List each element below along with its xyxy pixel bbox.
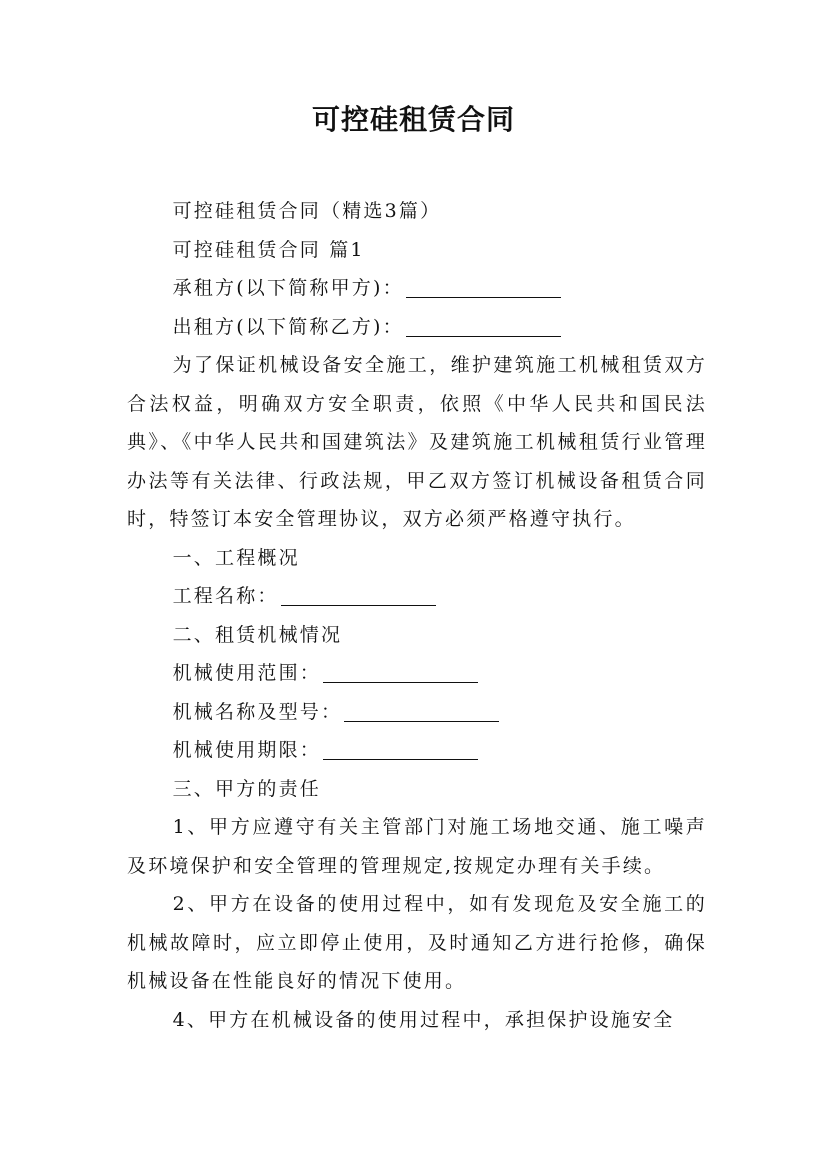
clause-4: 4、甲方在机械设备的使用过程中，承担保护设施安全 bbox=[172, 1008, 675, 1031]
project-name-blank bbox=[281, 585, 436, 606]
clause-2: 2、甲方在设备的使用过程中，如有发现危及安全施工的机械故障时，应立即停止使用，及时通知乙方进行抢修，确保机械设备在性能良好的情况下使用。 bbox=[127, 893, 707, 992]
document-title: 可控硅租赁合同 bbox=[311, 103, 515, 136]
project-name-line bbox=[127, 577, 707, 616]
lessor-label: 出租方(以下简称乙方)： bbox=[172, 315, 404, 338]
usage-period-label: 机械使用期限： bbox=[172, 739, 321, 761]
lessee-label: 承租方(以下简称甲方)： bbox=[172, 277, 404, 299]
machine-name-line bbox=[127, 693, 707, 732]
machine-name-label: 机械名称及型号： bbox=[172, 700, 343, 723]
clause-1: 1、甲方应遵守有关主管部门对施工场地交通、施工噪声及环境保护和安全管理的管理规定,按规定办理有关手续。 bbox=[127, 816, 707, 877]
subtitle: 可控硅租赁合同（精选3篇） bbox=[172, 200, 442, 222]
section2-heading: 二、租赁机械情况 bbox=[172, 623, 343, 646]
lessee-blank bbox=[406, 277, 561, 298]
section1-heading: 一、工程概况 bbox=[172, 546, 300, 569]
usage-scope-line bbox=[127, 654, 707, 693]
usage-period-blank bbox=[323, 739, 478, 760]
lessor-blank bbox=[406, 316, 561, 337]
lessee-line bbox=[127, 269, 707, 308]
usage-scope-blank bbox=[323, 662, 478, 683]
lessor-line bbox=[127, 308, 707, 347]
machine-name-blank bbox=[344, 701, 499, 722]
document-body bbox=[127, 192, 707, 1039]
usage-period-line bbox=[127, 731, 707, 770]
project-name-label: 工程名称： bbox=[172, 585, 279, 607]
usage-scope-label: 机械使用范围： bbox=[172, 662, 321, 684]
intro-paragraph: 为了保证机械设备安全施工，维护建筑施工机械租赁双方合法权益，明确双方安全职责，依照《中华人民共和国民法典》、《中华人民共和国建筑法》及建筑施工机械租赁行业管理办法等有关法律、行政法规，甲乙双方签订机械设备租赁合同时，特签订本安全管理协议，双方必须严格遵守执行。 bbox=[127, 354, 707, 530]
part-heading: 可控硅租赁合同 篇1 bbox=[172, 238, 365, 261]
section3-heading: 三、甲方的责任 bbox=[172, 777, 321, 800]
